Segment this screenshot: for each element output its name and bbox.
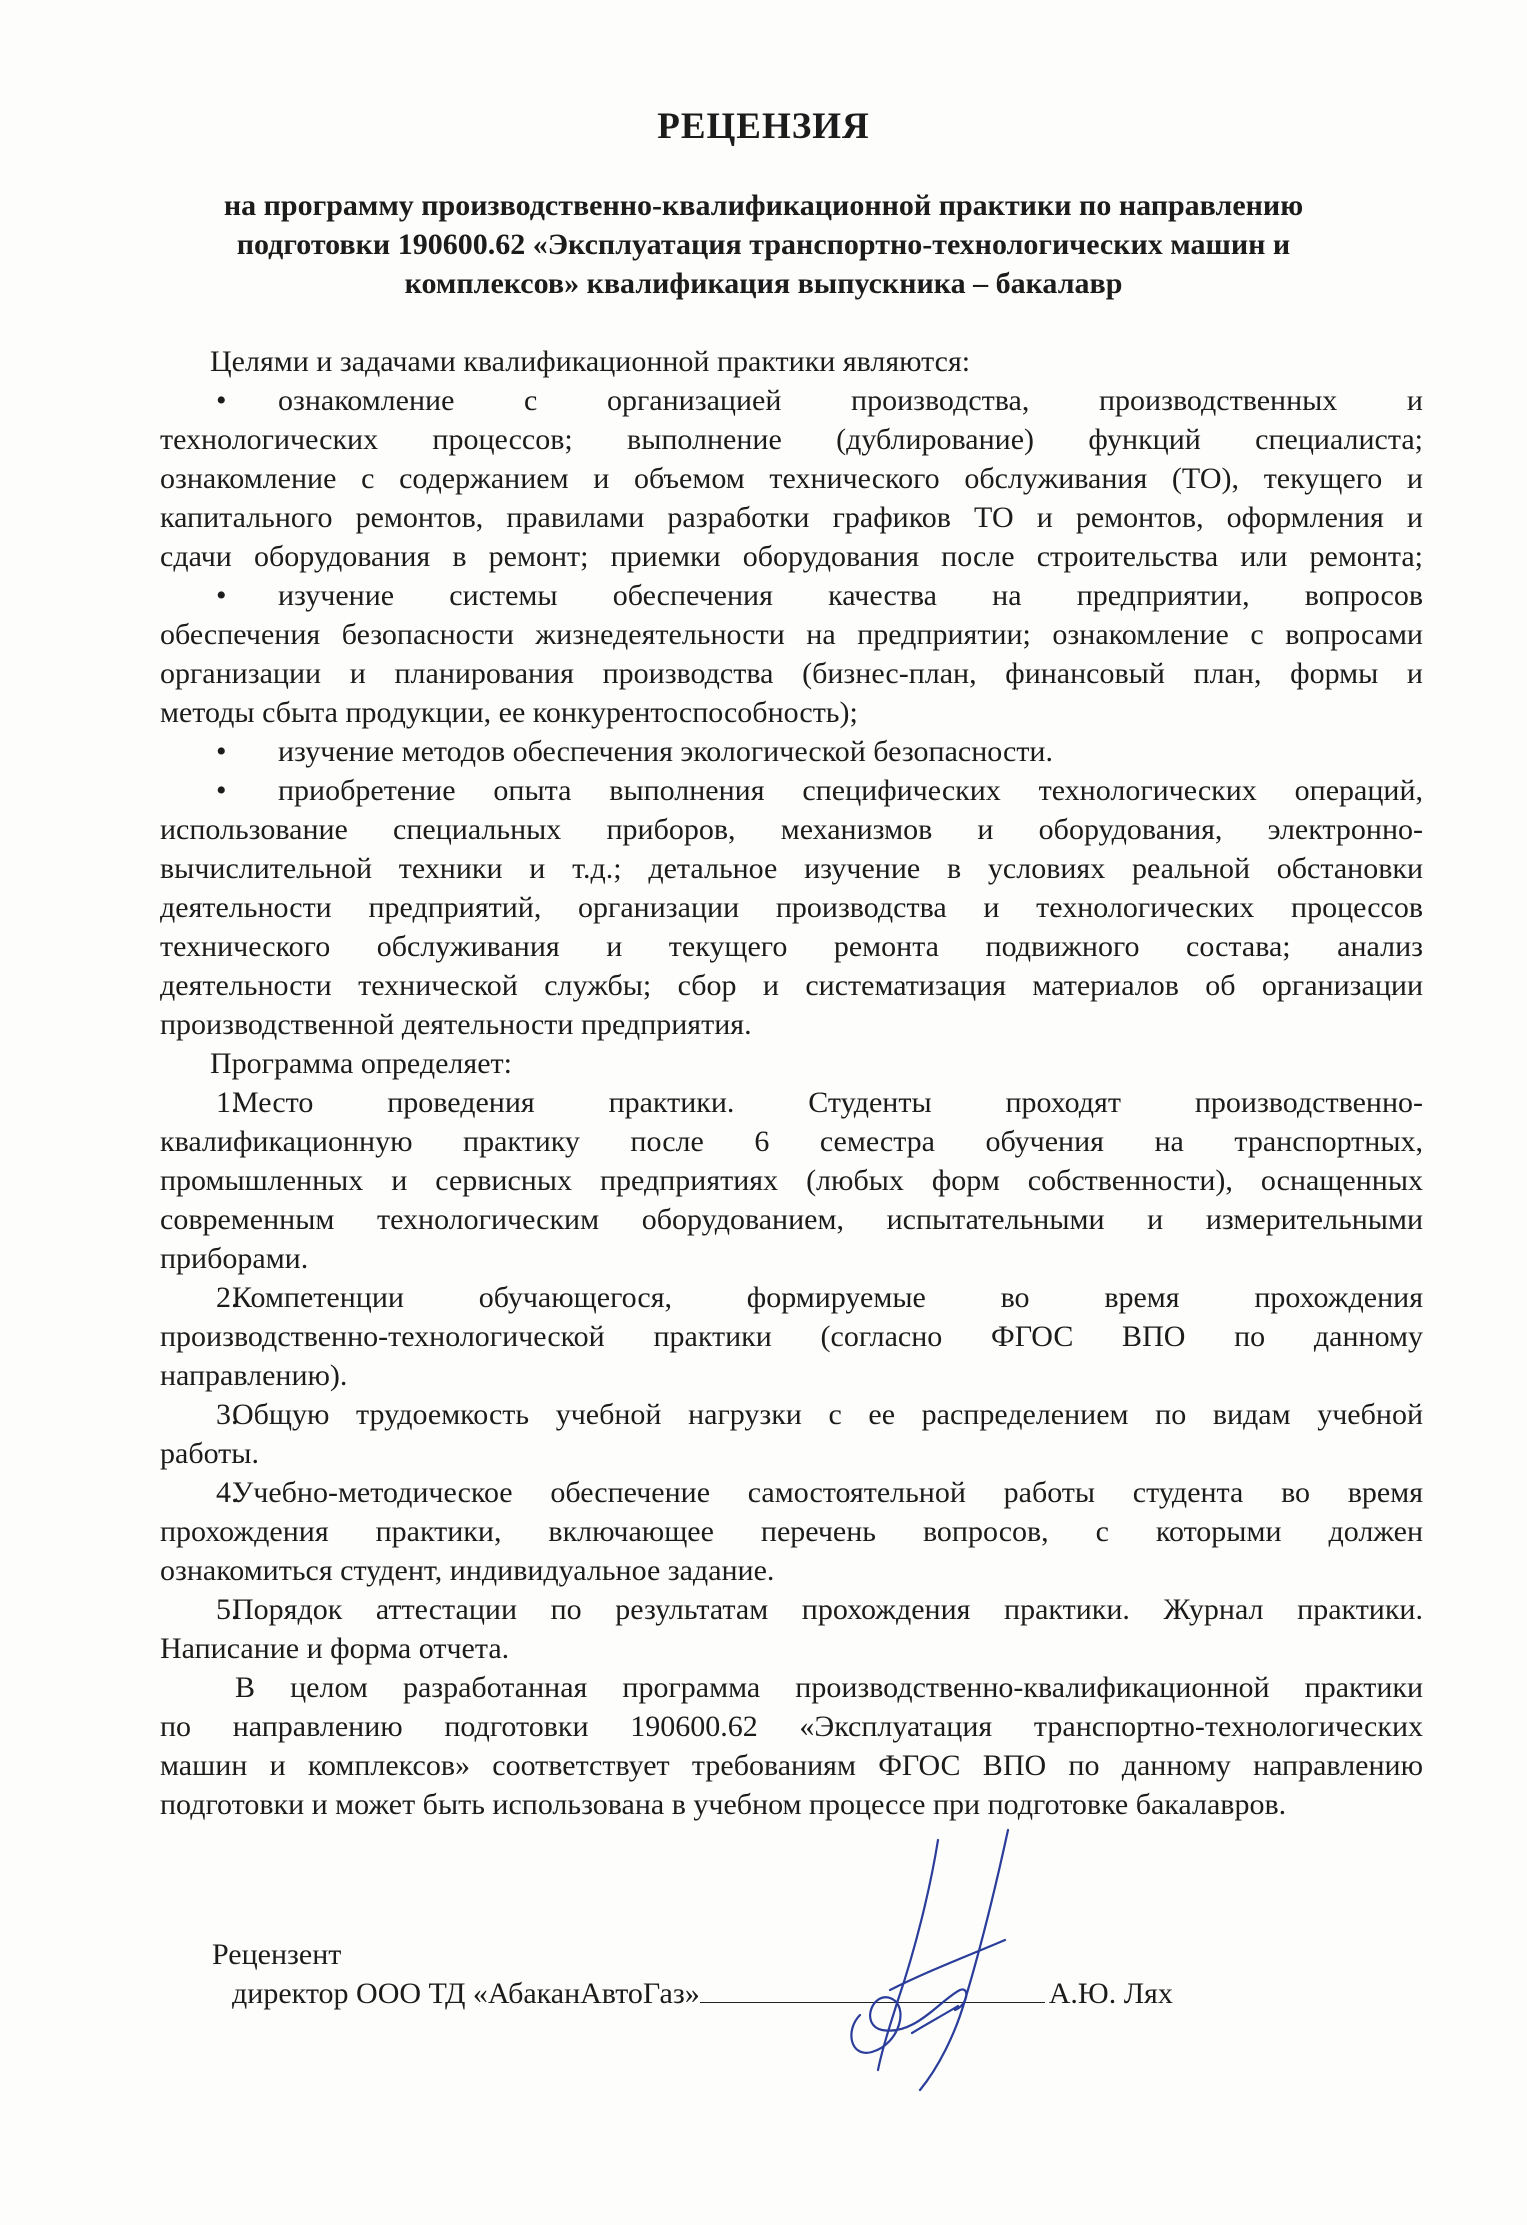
body-line: прохождения практики, включающее перечень вопросов, с которыми должен (160, 1515, 1423, 1548)
list-number: 2. (216, 1281, 239, 1314)
body-line: капитального ремонтов, правилами разработки графиков ТО и ремонтов, оформления и (160, 501, 1423, 534)
numbered-item-4-line: 4.Учебно-методическое обеспечение самостоятельной работы студента во время (160, 1473, 1423, 1512)
reviewer-position: директор ООО ТД «АбаканАвтоГаз» (232, 1977, 700, 2010)
intro-line: Целями и задачами квалификационной практики являются: (210, 345, 971, 378)
reviewer-name: А.Ю. Лях (1048, 1977, 1173, 2010)
list-number: 1. (216, 1086, 239, 1119)
handwritten-signature (820, 1800, 1080, 2100)
body-line: вычислительной техники и т.д.; детальное изучение в условиях реальной обстановки (160, 852, 1423, 885)
body-line: направлению). (160, 1359, 348, 1392)
list-number: 4. (216, 1476, 239, 1509)
body-line: ознакомиться студент, индивидуальное задание. (160, 1554, 775, 1587)
numbered-item-3-line: 3.Общую трудоемкость учебной нагрузки с ее распределением по видам учебной (160, 1395, 1423, 1434)
list-number: 3. (216, 1398, 239, 1431)
bullet-item-1-line: • ознакомление с организацией производства, производственных и (160, 381, 1423, 420)
subtitle-line: подготовки 190600.62 «Эксплуатация транспортно-технологических машин и (236, 228, 1291, 261)
document-body (160, 342, 1423, 1824)
body-line: машин и комплексов» соответствует требованиям ФГОС ВПО по данному направлению (160, 1749, 1423, 1782)
body-line: Написание и форма отчета. (160, 1632, 510, 1665)
numbered-item-1-line: 1.Место проведения практики. Студенты проходят производственно- (160, 1083, 1423, 1122)
body-line: работы. (160, 1437, 259, 1470)
body-line: деятельности технической службы; сбор и систематизация материалов об организации (160, 969, 1423, 1002)
body-line: промышленных и сервисных предприятиях (любых форм собственности), оснащенных (160, 1164, 1423, 1197)
body-line: по направлению подготовки 190600.62 «Эксплуатация транспортно-технологических (160, 1710, 1423, 1743)
bullet-item-4-line: • приобретение опыта выполнения специфических технологических операций, (160, 771, 1423, 810)
bullet-marker: • (216, 579, 227, 612)
conclusion-line: В целом разработанная программа производственно-квалификационной практики (235, 1671, 1423, 1704)
bullet-item-3-line: • изучение методов обеспечения экологической безопасности. (160, 732, 1423, 771)
body-line: деятельности предприятий, организации производства и технологических процессов (160, 891, 1423, 924)
subtitle-line: на программу производственно-квалификационной практики по направлению (223, 189, 1304, 222)
body-line: квалификационную практику после 6 семестра обучения на транспортных, (160, 1125, 1423, 1158)
document-title: РЕЦЕНЗИЯ (657, 106, 870, 147)
body-line: современным технологическим оборудованием, испытательными и измерительными (160, 1203, 1423, 1236)
body-line: технического обслуживания и текущего ремонта подвижного состава; анализ (160, 930, 1423, 963)
bullet-marker: • (216, 774, 227, 807)
body-line: технологических процессов; выполнение (дублирование) функций специалиста; (160, 423, 1423, 456)
list-number: 5. (216, 1593, 239, 1626)
body-line: организации и планирования производства (бизнес-план, финансовый план, формы и (160, 657, 1423, 690)
body-line: подготовки и может быть использована в учебном процессе при подготовке бакалавров. (160, 1788, 1287, 1821)
body-line: использование специальных приборов, механизмов и оборудования, электронно- (160, 813, 1423, 846)
body-line: производственно-технологической практики (согласно ФГОС ВПО по данному (160, 1320, 1423, 1353)
body-line: обеспечения безопасности жизнедеятельности на предприятии; ознакомление с вопросами (160, 618, 1423, 651)
body-line: ознакомление с содержанием и объемом технического обслуживания (ТО), текущего и (160, 462, 1423, 495)
subtitle-line: комплексов» квалификация выпускника – бакалавр (404, 267, 1123, 300)
program-defines-line: Программа определяет: (210, 1047, 512, 1080)
numbered-item-5-line: 5.Порядок аттестации по результатам прохождения практики. Журнал практики. (160, 1590, 1423, 1629)
body-line: приборами. (160, 1242, 309, 1275)
bullet-marker: • (216, 384, 227, 417)
reviewer-label: Рецензент (212, 1938, 342, 1971)
bullet-item-2-line: • изучение системы обеспечения качества на предприятии, вопросов (160, 576, 1423, 615)
body-line: сдачи оборудования в ремонт; приемки оборудования после строительства или ремонта; (160, 540, 1423, 573)
numbered-item-2-line: 2.Компетенции обучающегося, формируемые во время прохождения (160, 1278, 1423, 1317)
body-line: производственной деятельности предприятия. (160, 1008, 752, 1041)
document-subtitle (150, 186, 1377, 303)
body-line: методы сбыта продукции, ее конкурентоспособность); (160, 696, 858, 729)
bullet-marker: • (216, 735, 227, 768)
